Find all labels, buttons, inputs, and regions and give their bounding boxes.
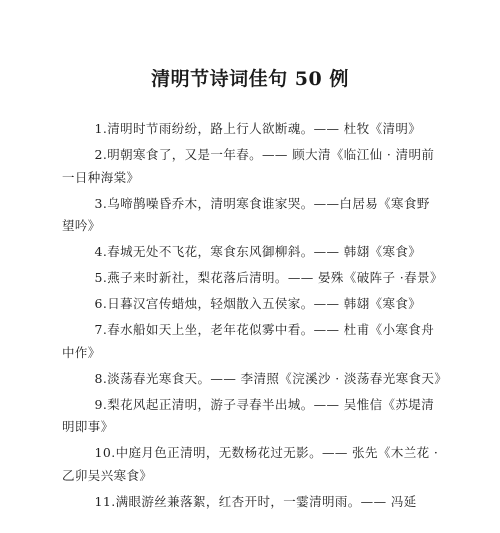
poem-entry: 8.淡荡春光寒食天。—— 李清照《浣溪沙 · 淡荡春光寒食天》 (94, 370, 448, 386)
poem-entry: 3.乌啼鹊噪昏乔木，清明寒食谁家哭。——白居易《寒食野望吟》 (62, 195, 430, 233)
poem-entry: 6.日暮汉宫传蜡烛，轻烟散入五侯家。—— 韩翃《寒食》 (94, 296, 422, 311)
poem-entry: 11.满眼游丝兼落絮，红杏开时，一霎清明雨。—— 冯延 (94, 493, 417, 509)
poem-entry: 4.春城无处不飞花，寒食东风御柳斜。—— 韩翃《寒食》 (94, 244, 422, 259)
poem-entry: 10.中庭月色正清明，无数杨花过无影。—— 张先《木兰花 · 乙卯吴兴寒食》 (62, 445, 439, 483)
poem-entry-list (62, 118, 448, 517)
document-title: 清明节诗词佳句 50 例 (151, 68, 349, 90)
poem-entry: 9.梨花风起正清明，游子寻春半出城。—— 吴惟信《苏堤清明即事》 (62, 396, 435, 434)
poem-entry: 5.燕子来时新社，梨花落后清明。—— 晏殊《破阵子 ·春景》 (94, 270, 443, 285)
poem-entry: 1.清明时节雨纷纷，路上行人欲断魂。—— 杜牧《清明》 (94, 121, 422, 136)
poem-entry: 7.春水船如天上坐，老年花似雾中看。—— 杜甫《小寒食舟中作》 (62, 322, 435, 360)
poem-entry: 2.明朝寒食了，又是一年春。—— 顾大清《临江仙 · 清明前一日种海棠》 (62, 147, 435, 185)
